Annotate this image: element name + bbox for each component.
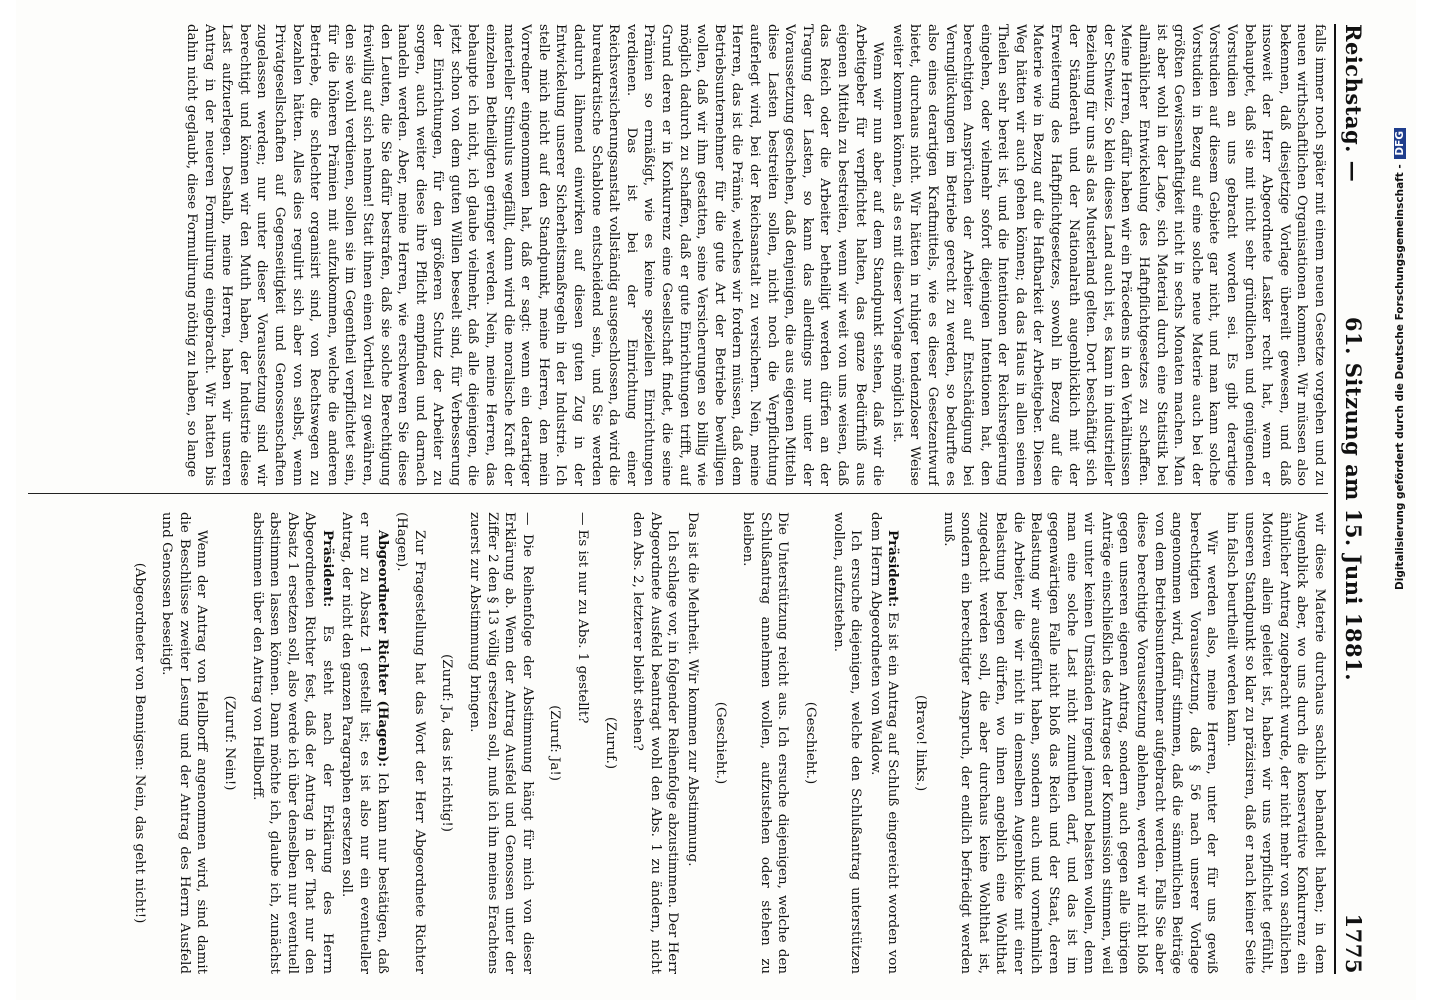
paragraph: falls immer noch später mit einem neuen Gesetze vorgehen und zu neuen wirthschaftlichen Organisationen kommen. Wir müssen also bekennen, daß diesjetzige Vorlage übereilt gewesen, und daß insoweit der Herr Abgeordnete Lasker recht hat, wenn er behauptet, daß sie mit nicht sehr gründlichen und genügenden Vorstudien an uns gebracht worden sei. Es gibt derartige Vorstudien auf diesem Gebiete gar nicht, und man kann solche Vorstudien in Bezug auf eine solche neue Materie auch bei der größten Gewissenhaftigkeit nicht in sechs Monaten machen. Man ist aber wohl in der Lage, sich Material durch eine Statistik bei allmählicher Entwickelung des Haftpflichtgesetzes zu schaffen. Meine Herren, dafür haben wir ein Präcedens in den Verhältnissen der Schweiz. So klein dieses Land auch ist, es kann in industrieller Beziehung für uns als das Musterland gelten. Dort beschäftigt sich der Ständerath und der Nationalrath augenblicklich mit der Erweiterung des Haftpflichtgesetzes, sowohl in Bezug auf die Materie wie in Bezug auf die Haftbarkeit der Arbeitgeber. Diesen Weg hätten wir auch gehen können; da das Haus in allen seinen Theilen sehr bereit ist, und die Intentionen der Reichsregierung eingehen, oder vielmehr sofort diejenigen Intentionen hat, den berechtigten Ansprüchen der Arbeiter auf Entschädigung bei Verunglückungen im Betriebe gerecht zu werden, so bedurfte es also eines derartigen Kraftmittels, wie es dieser Gesetzentwurf bietet, durchaus nicht. Wir hätten in ruhiger tendenzloser Weise weiter kommen können, als es mit dieser Vorlage möglich ist. — [889, 24, 1327, 486]
speaker-name: Präsident: — [885, 530, 902, 608]
header-center: 61. Sitzung am 15. Juni 1881. — [1341, 316, 1366, 682]
paragraph: Zur Fragestellung hat das Wort der Herr Abgeordnete Richter (Hagen). — [394, 512, 427, 974]
paragraph: (Abgeordneter von Bennigsen: Nein, das geht nicht!) — [131, 562, 147, 924]
paragraph: Präsident: Es ist ein Antrag auf Schluß eingereicht worden von dem Herrn Abgeordneten von Waldow. — [867, 512, 902, 974]
paragraph: Abgeordneter Richter (Hagen): Ich kann nur bestätigen, daß er nur zu Absatz 1 gestellt ist; es ist also nur ein eventueller Antrag, der nicht den ganzen Paragraphen ersetzen soll. — [339, 512, 391, 974]
paragraph: (Zuruf: Ja, das ist richtig!) — [439, 654, 455, 832]
paragraph: Wenn wir nun aber auf dem Standpunkt stehen, daß wir die Arbeitgeber für verpflichtet halten, das ganze Bedürfniß aus eigenen Mitteln zu bestreiten, wenn wir weit von uns weisen, daß das Reich oder die Arbeiter betheiligt werden dürfen an der Tragung der Lasten, so kann das allerdings nur unter der Voraussetzung geschehen, daß denjenigen, die aus eigenen Mitteln diese Lasten bestreiten sollen, nicht noch die Verpflichtung auferlegt wird, bei der Reichsanstalt zu versichern. Nein, meine Herren, das ist die Prämie, welches wir fordern müssen, daß dem Betriebsunternehmer für die gute Art der Betriebe bewilligen wollen, daß wir ihm gestatten, seine Versicherungen so billig wie möglich dadurch zu schaffen, daß er gute Einrichtungen trifft, auf Grund deren er in Konkurrenz eine Gesellschaft findet, die seine Prämien so ermäßigt, wie es keine speziellen Einrichtungen verdienen. Das ist bei der Einrichtung einer Reichsversicherungsanstalt vollständig ausgeschlossen, da wird die bureaukratische Schablone entscheidend sein, und Sie werden dadurch lähmend einwirken auf diesen guten Zug in der Entwickelung unserer Sicherheitsmaßregeln in der Industrie. Ich stelle mich nicht auf den Standpunkt, meine Herren, den mein Vorredner eingenommen hat, daß er sagt: wenn ein derartiger materieller Stimulus wegfällt, dann wird die moralische Kraft der einzelnen Betheiligten geringer werden. Nein, meine Herren, das behaupte ich nicht, ich glaube vielmehr, daß alle diejenigen, die jetzt schon von dem guten Willen beseelt sind, für Verbesserung der Einrichtungen, für den größeren Schutz der Arbeiter zu sorgen, auch weiter diese ihre Pflicht empfinden und darnach handeln werden. Aber, meine Herren, wie erschweren Sie diese den Leuten, die Sie dafür bestrafen, daß sie solche Berechtigung freiwillig auf sich nehmen! Statt ihnen einen Vortheil zu gewähren, den sie wohl verdienen, sollen sie im Gegentheil verpflichtet sein, für die höheren Prämien mit aufzukommen, welche die anderen Betriebe, die schlechter organisirt sind, von Rechtswegen zu bezahlen hätten. Alles dies regulirt sich aber von selbst, wenn Privatgesellschaften auf Gegenseitigkeit und Genossenschaften zugelassen werden; nur unter dieser Voraussetzung sind wir berechtigt und können wir den Muth haben, der Industrie diese Last aufzuerlegen. Deshalb, meine Herren, haben wir unseren Antrag in der neueren Formulirung eingebracht. Wir hatten bis dahin nicht geglaubt, diese Formulirung nöthig zu haben, so lange — [184, 24, 886, 486]
paragraph: Ich ersuche diejenigen, welche den Schlußantrag unterstützen wollen, aufzustehen. — [830, 512, 864, 974]
paragraph: Präsident: Es steht nach der Erklärung des Herrn Abgeordneten Richter fest, daß der Antrag in der That nur den Absatz 1 ersetzen soll, also werde ich über denselben nur eventuell abstimmen lassen können. Dann möchte ich, glaube ich, zunächst abstimmen über den Antrag von Hellborff. — [249, 512, 336, 974]
column-divider — [28, 493, 1328, 494]
paragraph: wir diese Materie durchaus sachlich behandelt haben; in dem Augenblick aber, wo uns durch die konservative Konkurrenz ein ähnlicher Antrag zugebracht wurde, der nicht mehr von sachlichen Motiven allein geleitet ist, haben wir uns verpflichtet gefühlt, unseren Standpunkt so klar zu präzisiren, daß er nach keiner Seite hin falsch beurtheilt werden kann. — [1224, 512, 1327, 974]
paragraph: — Die Reihenfolge der Abstimmung hängt für mich von dieser Erklärung ab. Wenn der Antrag Ausfeld und Genossen unter der Ziffer 2 den § 13 völlig ersetzen soll, muß ich ihn meines Erachtens zuerst zur Abstimmung bringen. — [467, 512, 535, 974]
paragraph: (Zuruf: Nein!) — [221, 695, 237, 791]
paragraph: (Geschieht.) — [802, 701, 818, 785]
paragraph: Die Unterstützung reicht aus. Ich ersuche diejenigen, welche den Schlußantrag annehmen wollen, aufzustehen oder stehen zu bleiben. — [740, 512, 791, 974]
speaker-name: Abgeordneter Richter (Hagen): — [374, 530, 391, 768]
credit-text: Digitalisierung gefördert durch die Deutsche Forschungsgemeinschaft - — [1394, 164, 1406, 590]
page-header — [1334, 24, 1370, 974]
paragraph: Ich schlage vor, in folgender Reihenfolge abzustimmen. Der Herr Abgeordnete Ausfeld beantragt wohl den Abs. 1 zu ändern, nicht den Abs. 2, letzterer bleibt stehen? — [630, 512, 681, 974]
speaker-name: Präsident: — [319, 530, 336, 608]
paragraph: Wir werden also, meine Herren, unter der für uns gewiß berechtigten Voraussetzung, daß § 56 nach unserer Vorlage angenommen wird, dafür stimmen, daß die sämmtlichen Beiträge von dem Betriebsunternehmer aufgebracht werden. Falls Sie aber diese berechtigte Voraussetzung ablehnen, werden wir nicht bloß gegen unseren eigenen Antrag, sondern auch gegen alle übrigen Anträge einschließlich des Antrages der Kommission stimmen, weil wir unter keinen Umständen irgend jemand belasten wollen, denn man eine solche Last nicht zumuthen darf, und das ist im gegenwärtigen Falle nicht bloß das Reich und der Staat, deren Belastung wir ausgeführt haben, sondern auch und vornehmlich die Arbeiter, die wir nicht in demselben Augenblicke mit einer Belastung belegen dürfen, wo ihnen angeblich eine Wohlthat zugedacht werden soll, die aber durchaus keine Wohlthat ist, sondern ein berechtigter Anspruch, der endlich befriedigt werden muß. — [940, 512, 1220, 974]
newspaper-page — [16, 0, 1416, 1000]
page-number: 1775 — [1341, 913, 1366, 974]
paragraph: Das ist die Mehrheit. Wir kommen zur Abstimmung. — [685, 512, 700, 867]
header-left: Reichstag. — — [1341, 24, 1366, 183]
paragraph: (Bravo! links.) — [912, 694, 928, 792]
paragraph: (Zuruf.) — [602, 716, 618, 770]
paragraph: — Es ist nur zu Abs. 1 gestellt? — [575, 512, 591, 724]
digitization-credit — [1394, 128, 1406, 590]
dfg-logo: DFG — [1394, 128, 1406, 159]
left-column — [28, 24, 1328, 486]
paragraph: Wenn der Antrag von Hellborff angenommen wird, sind damit die Beschlüsse zweiter Lesung und der Antrag des Herrn Ausfeld und Genossen beseitigt. — [159, 512, 210, 974]
right-column — [28, 512, 1328, 974]
paragraph: (Geschieht.) — [712, 701, 728, 785]
paragraph: (Zuruf: Ja!) — [547, 705, 563, 781]
